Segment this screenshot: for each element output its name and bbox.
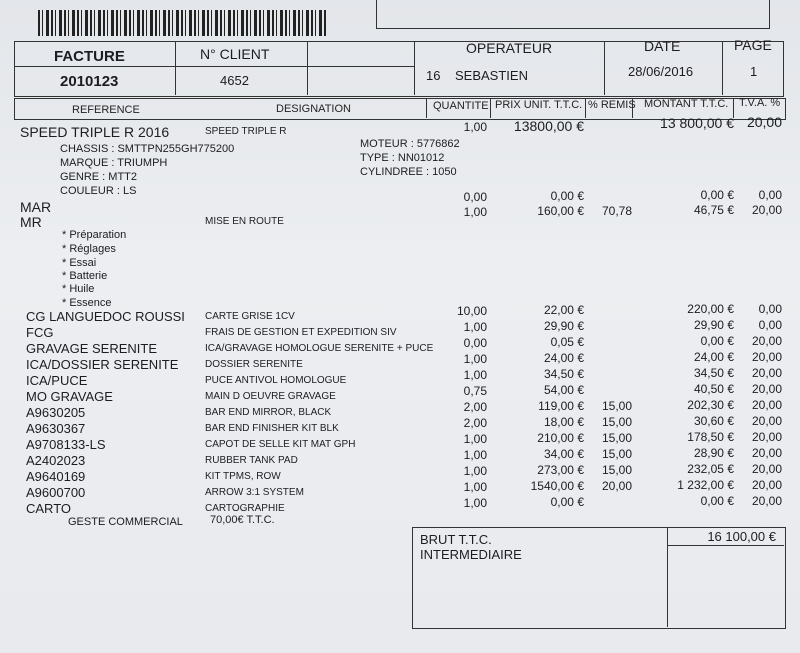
row-ref: A9630367 <box>26 421 86 436</box>
row-qty: 2,00 <box>463 400 487 414</box>
row-tva: 20,00 <box>751 430 782 444</box>
date-value: 28/06/2016 <box>628 64 694 79</box>
row-ref: FCG <box>26 325 54 340</box>
facture-label: FACTURE <box>54 48 125 65</box>
row-qty: 1,00 <box>463 352 487 366</box>
table-row <box>0 382 800 405</box>
row-ref: A9708133-LS <box>26 437 106 452</box>
mr-remise: 70,78 <box>601 204 632 218</box>
vehicle-couleur: COULEUR : LS <box>60 185 137 197</box>
vehicle-tva: 20,00 <box>746 114 782 130</box>
row-remise: 15,00 <box>601 463 632 477</box>
row-designation: PUCE ANTIVOL HOMOLOGUE <box>205 375 347 386</box>
operateur-label: OPERATEUR <box>466 40 553 56</box>
row-tva: 20,00 <box>751 398 782 412</box>
checklist-item: * Huile <box>62 283 95 295</box>
header-vsep-4 <box>604 41 605 95</box>
intermediaire-label: INTERMEDIAIRE <box>420 547 522 562</box>
col-tva: T.V.A. % <box>739 97 781 109</box>
col-designation: DESIGNATION <box>276 103 351 115</box>
row-pu: 24,00 € <box>543 351 584 365</box>
row-qty: 0,75 <box>463 384 487 398</box>
col-sep-2 <box>490 98 491 118</box>
header-vsep-5 <box>722 41 723 95</box>
brut-ttc-value: 16 100,00 € <box>707 529 776 544</box>
vehicle-moteur: MOTEUR : 5776862 <box>360 138 460 150</box>
page-label: PAGE <box>734 37 772 53</box>
row-mt: 34,50 € <box>693 366 734 380</box>
row-pu: 34,50 € <box>543 367 584 381</box>
row-designation: ARROW 3:1 SYSTEM <box>205 487 304 498</box>
row-qty: 1,00 <box>463 448 487 462</box>
row-ref: ICA/DOSSIER SERENITE <box>26 357 179 372</box>
row-mt: 1 232,00 € <box>677 478 734 492</box>
totals-hline <box>667 545 784 546</box>
row-designation: FRAIS DE GESTION ET EXPEDITION SIV <box>205 327 397 338</box>
mr-tva: 20,00 <box>751 203 782 217</box>
row-mt: 220,00 € <box>687 302 734 316</box>
row-designation: ICA/GRAVAGE HOMOLOGUE SERENITE + PUCE <box>205 343 434 354</box>
table-row <box>0 350 800 373</box>
row-pu: 119,00 € <box>538 399 584 413</box>
row-ref: A9630205 <box>26 405 86 420</box>
row-qty: 1,00 <box>463 368 487 382</box>
row-mt: 24,00 € <box>693 350 734 364</box>
row-tva: 20,00 <box>751 462 782 476</box>
row-designation: RUBBER TANK PAD <box>205 455 298 466</box>
header-vsep-3 <box>414 41 415 95</box>
row-pu: 22,00 € <box>543 303 584 317</box>
mar-pu: 0,00 € <box>550 189 584 203</box>
row-designation: CARTOGRAPHIE <box>205 503 285 514</box>
mar-tva: 0,00 <box>758 188 782 202</box>
vehicle-pu: 13800,00 € <box>513 118 584 134</box>
row-pu: 29,90 € <box>543 319 584 333</box>
row-pu: 273,00 € <box>537 463 584 477</box>
row-mt: 29,90 € <box>693 318 734 332</box>
row-ref: ICA/PUCE <box>26 373 88 388</box>
row-mt: 40,50 € <box>693 382 734 396</box>
table-row <box>0 446 800 469</box>
row-qty: 10,00 <box>456 304 487 318</box>
mr-pu: 160,00 € <box>537 204 584 218</box>
header-vsep-2 <box>307 41 308 95</box>
geste-commercial-value: 70,00€ T.T.C. <box>210 514 275 526</box>
table-row <box>0 414 800 437</box>
checklist-item: * Batterie <box>62 270 108 282</box>
mar-qty: 0,00 <box>463 190 487 204</box>
vehicle-ref: SPEED TRIPLE R 2016 <box>20 124 170 140</box>
col-quantite: QUANTITE <box>433 100 489 112</box>
row-qty: 1,00 <box>463 320 487 334</box>
vehicle-genre: GENRE : MTT2 <box>60 171 138 183</box>
table-row <box>0 430 800 453</box>
row-ref: A9640169 <box>26 469 86 484</box>
row-pu: 0,00 € <box>550 495 584 509</box>
geste-commercial-label: GESTE COMMERCIAL <box>68 516 183 528</box>
row-remise: 15,00 <box>601 431 632 445</box>
row-mt: 232,05 € <box>687 462 734 476</box>
row-ref: A2402023 <box>26 453 86 468</box>
header-vsep-1 <box>175 41 176 95</box>
checklist-item: * Préparation <box>62 229 127 241</box>
row-tva: 20,00 <box>751 366 782 380</box>
col-sep-1 <box>426 98 427 118</box>
top-address-box <box>376 0 770 29</box>
row-ref: CARTO <box>26 501 72 516</box>
client-label: N° CLIENT <box>200 46 270 62</box>
row-tva: 0,00 <box>758 318 782 332</box>
row-remise: 15,00 <box>601 399 632 413</box>
mr-qty: 1,00 <box>463 205 487 219</box>
row-mt: 202,30 € <box>687 398 734 412</box>
mar-mt: 0,00 € <box>700 188 734 202</box>
row-designation: KIT TPMS, ROW <box>205 471 281 482</box>
row-tva: 20,00 <box>751 334 782 348</box>
mar-ref: MAR <box>20 199 52 215</box>
row-designation: MAIN D OEUVRE GRAVAGE <box>205 391 336 402</box>
row-pu: 210,00 € <box>537 431 584 445</box>
row-tva: 20,00 <box>751 350 782 364</box>
table-row <box>0 366 800 389</box>
row-designation: DOSSIER SERENITE <box>205 359 303 370</box>
row-qty: 1,00 <box>463 496 487 510</box>
row-designation: CAPOT DE SELLE KIT MAT GPH <box>205 439 356 450</box>
row-tva: 20,00 <box>751 478 782 492</box>
row-pu: 0,05 € <box>550 335 584 349</box>
col-prix: PRIX UNIT. T.T.C. <box>495 99 583 111</box>
facture-number: 2010123 <box>60 73 119 90</box>
table-row <box>0 478 800 501</box>
operateur-name: SEBASTIEN <box>455 68 528 83</box>
col-reference: REFERENCE <box>72 104 140 116</box>
table-row <box>0 398 800 421</box>
row-mt: 30,60 € <box>693 414 734 428</box>
row-tva: 20,00 <box>751 446 782 460</box>
row-designation: BAR END FINISHER KIT BLK <box>205 423 339 434</box>
barcode <box>38 10 328 36</box>
mr-mt: 46,75 € <box>693 203 734 217</box>
row-ref: GRAVAGE SERENITE <box>26 341 157 356</box>
row-remise: 15,00 <box>601 415 632 429</box>
vehicle-qty: 1,00 <box>463 120 487 134</box>
table-row <box>0 318 800 341</box>
client-number: 4652 <box>220 73 249 88</box>
vehicle-designation: SPEED TRIPLE R <box>205 126 287 137</box>
row-qty: 1,00 <box>463 432 487 446</box>
row-designation: BAR END MIRROR, BLACK <box>205 407 332 418</box>
row-pu: 34,00 € <box>543 447 584 461</box>
date-label: DATE <box>644 38 681 54</box>
vehicle-marque: MARQUE : TRIUMPH <box>60 157 168 169</box>
row-qty: 2,00 <box>463 416 487 430</box>
row-mt: 178,50 € <box>687 430 734 444</box>
row-pu: 54,00 € <box>543 383 584 397</box>
row-qty: 1,00 <box>463 480 487 494</box>
col-remise: % REMIS <box>588 99 636 111</box>
vehicle-mt: 13 800,00 € <box>660 115 734 131</box>
checklist-item: * Réglages <box>62 243 116 255</box>
row-tva: 20,00 <box>751 382 782 396</box>
mr-designation: MISE EN ROUTE <box>205 216 284 227</box>
totals-vsep <box>667 527 668 627</box>
brut-ttc-label: BRUT T.T.C. <box>420 532 492 547</box>
row-mt: 28,90 € <box>693 446 734 460</box>
page-number: 1 <box>750 64 758 79</box>
operateur-code: 16 <box>426 68 441 83</box>
vehicle-chassis: CHASSIS : SMTTPN255GH775200 <box>60 143 235 155</box>
checklist-item: * Essai <box>62 257 97 269</box>
row-ref: A9600700 <box>26 485 86 500</box>
checklist-item: * Essence <box>62 297 112 309</box>
row-tva: 0,00 <box>758 302 782 316</box>
col-montant: MONTANT T.T.C. <box>644 98 729 110</box>
row-ref: MO GRAVAGE <box>26 389 113 404</box>
row-remise: 20,00 <box>601 479 632 493</box>
header-divider <box>14 66 414 67</box>
row-pu: 18,00 € <box>543 415 584 429</box>
vehicle-type: TYPE : NN01012 <box>360 152 445 164</box>
row-mt: 0,00 € <box>700 334 734 348</box>
table-row <box>0 334 800 357</box>
mr-ref: MR <box>20 214 42 230</box>
row-mt: 0,00 € <box>700 494 734 508</box>
row-tva: 20,00 <box>751 494 782 508</box>
row-ref: CG LANGUEDOC ROUSSI <box>26 309 185 324</box>
row-pu: 1540,00 € <box>530 479 584 493</box>
table-row <box>0 494 800 517</box>
row-remise: 15,00 <box>601 447 632 461</box>
col-sep-3 <box>585 98 586 118</box>
row-qty: 0,00 <box>463 336 487 350</box>
vehicle-cylindree: CYLINDREE : 1050 <box>360 166 457 178</box>
row-qty: 1,00 <box>463 464 487 478</box>
row-tva: 20,00 <box>751 414 782 428</box>
row-designation: CARTE GRISE 1CV <box>205 311 295 322</box>
